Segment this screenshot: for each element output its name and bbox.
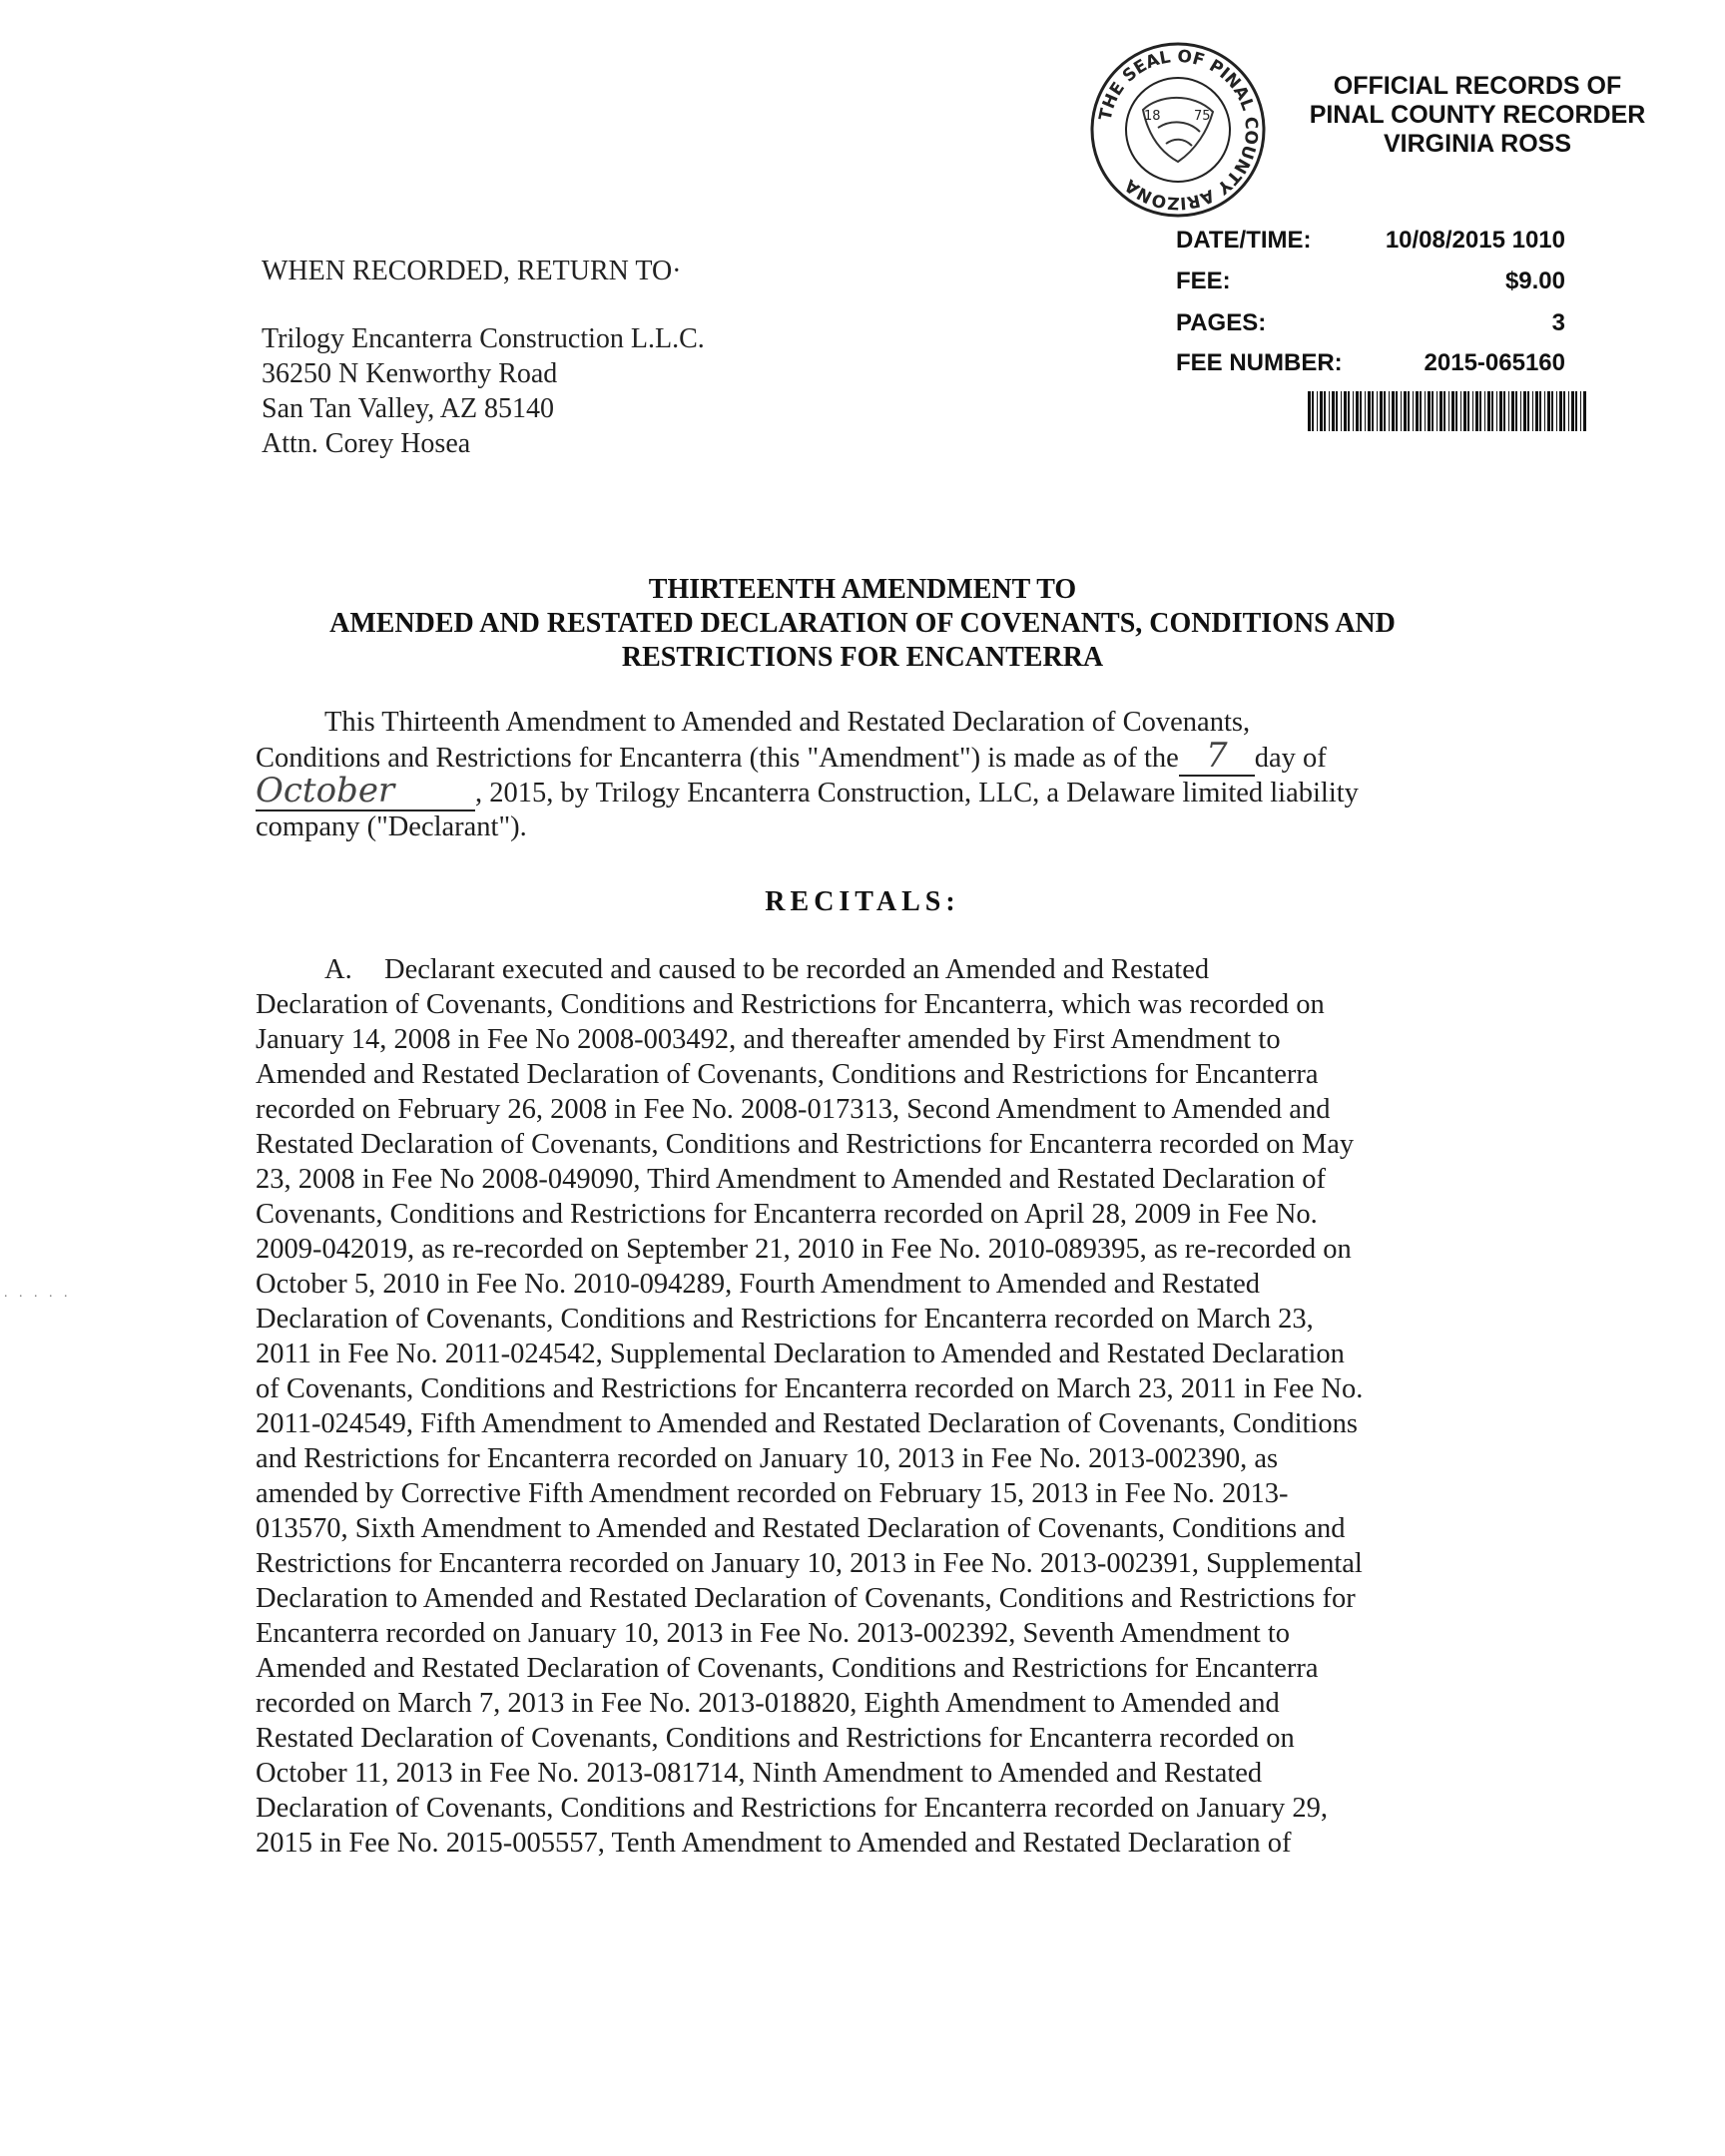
barcode-bar xyxy=(1428,391,1431,431)
barcode-bar xyxy=(1389,391,1390,431)
barcode-bar xyxy=(1499,391,1502,431)
recording-field-label: PAGES: xyxy=(1176,309,1267,336)
intro-line xyxy=(256,771,1359,811)
barcode-bar xyxy=(1413,391,1414,431)
recitals-heading: RECITALS: xyxy=(765,886,960,917)
barcode-bar xyxy=(1439,391,1442,431)
barcode-bar xyxy=(1515,391,1517,431)
barcode-bar xyxy=(1425,391,1426,431)
barcode-bar xyxy=(1396,391,1398,431)
barcode-bar xyxy=(1463,391,1466,431)
seal-year-right: 75 xyxy=(1194,109,1211,124)
barcode-bar xyxy=(1551,391,1553,431)
barcode-bar xyxy=(1475,391,1478,431)
barcode-bar xyxy=(1332,391,1335,431)
barcode-bar xyxy=(1377,391,1378,431)
recital-text: Declarant executed and caused to be recorded an Amended and Restated xyxy=(384,954,1210,985)
barcode-bar xyxy=(1365,391,1366,431)
barcode-bar xyxy=(1368,391,1371,431)
recording-field-value: $9.00 xyxy=(1504,268,1565,294)
barcode-bar xyxy=(1556,391,1557,431)
barcode-bar xyxy=(1487,391,1490,431)
barcode-bar xyxy=(1503,391,1505,431)
barcode-bar xyxy=(1356,391,1359,431)
barcode-bar xyxy=(1353,391,1354,431)
svg-text:THE SEAL OF PINAL COUNTY ARIZO xyxy=(1096,47,1262,214)
recital-line: Declaration of Covenants, Conditions and Restrictions for Encanterra recorded on January 29, xyxy=(256,1793,1328,1824)
recital-line: 013570, Sixth Amendment to Amended and Restated Declaration of Covenants, Conditions and xyxy=(256,1513,1346,1544)
barcode-bar xyxy=(1448,391,1449,431)
recording-field-label: DATE/TIME: xyxy=(1176,227,1312,254)
barcode-bar xyxy=(1571,391,1574,431)
document-title-line: AMENDED AND RESTATED DECLARATION OF COVENANTS, CONDITIONS AND xyxy=(329,608,1396,639)
barcode-bar xyxy=(1568,391,1569,431)
barcode-bar xyxy=(1443,391,1445,431)
intro-line xyxy=(256,736,1327,777)
recording-field-value: 10/08/2015 1010 xyxy=(1385,227,1565,254)
recital-line: Amended and Restated Declaration of Covenants, Conditions and Restrictions for Encanterra xyxy=(256,1653,1319,1684)
recital-line: 23, 2008 in Fee No 2008-049090, Third Amendment to Amended and Restated Declaration of xyxy=(256,1164,1326,1195)
recital-line: recorded on February 26, 2008 in Fee No. 2008-017313, Second Amendment to Amended and xyxy=(256,1094,1331,1125)
recital-line: Amended and Restated Declaration of Covenants, Conditions and Restrictions for Encanterra xyxy=(256,1059,1319,1090)
barcode-bar xyxy=(1559,391,1562,431)
barcode-bar xyxy=(1329,391,1330,431)
recorder-title-line: OFFICIAL RECORDS OF xyxy=(1333,72,1622,100)
recital-line: Declaration of Covenants, Conditions and Restrictions for Encanterra recorded on March 23, xyxy=(256,1304,1314,1335)
recording-field-value: 2015-065160 xyxy=(1424,349,1565,376)
day-blank xyxy=(1179,736,1255,777)
intro-text: Conditions and Restrictions for Encanterra (this "Amendment") is made as of the xyxy=(256,743,1179,774)
barcode-bar xyxy=(1511,391,1514,431)
address-line: Attn. Corey Hosea xyxy=(262,428,471,459)
intro-line: This Thirteenth Amendment to Amended and Restated Declaration of Covenants, xyxy=(324,707,1251,738)
barcode-bar xyxy=(1544,391,1545,431)
address-line: San Tan Valley, AZ 85140 xyxy=(262,393,555,424)
barcode-bar xyxy=(1317,391,1318,431)
address-line: Trilogy Encanterra Construction L.L.C. xyxy=(262,323,705,354)
barcode-bar xyxy=(1451,391,1454,431)
barcode-bar xyxy=(1408,391,1410,431)
recital-line: recorded on March 7, 2013 in Fee No. 2013-018820, Eighth Amendment to Amended and xyxy=(256,1688,1280,1719)
recital-line: Encanterra recorded on January 10, 2013 in Fee No. 2013-002392, Seventh Amendment to xyxy=(256,1618,1291,1649)
barcode-bar xyxy=(1491,391,1493,431)
recital-item-label: A. xyxy=(324,954,352,985)
seal-ring-text: THE SEAL OF PINAL COUNTY ARIZONA xyxy=(1095,46,1262,214)
recording-field-label: FEE NUMBER: xyxy=(1176,349,1343,376)
recording-field-value: 3 xyxy=(1551,309,1565,336)
barcode-bar xyxy=(1523,391,1526,431)
barcode-bar xyxy=(1308,391,1311,431)
barcode-bar xyxy=(1563,391,1565,431)
return-to-heading: WHEN RECORDED, RETURN TO· xyxy=(262,256,682,286)
barcode-bar xyxy=(1547,391,1550,431)
barcode-bar xyxy=(1455,391,1457,431)
barcode-bar xyxy=(1401,391,1402,431)
recorder-title-line: VIRGINIA ROSS xyxy=(1384,130,1571,158)
recital-line: 2015 in Fee No. 2015-005557, Tenth Amendment to Amended and Restated Declaration of xyxy=(256,1828,1292,1859)
recital-line: October 5, 2010 in Fee No. 2010-094289, Fourth Amendment to Amended and Restated xyxy=(256,1269,1261,1300)
barcode-bar xyxy=(1404,391,1407,431)
recital-line: October 11, 2013 in Fee No. 2013-081714, Ninth Amendment to Amended and Restated xyxy=(256,1758,1263,1789)
month-blank xyxy=(256,771,475,811)
recital-line: Declaration to Amended and Restated Declaration of Covenants, Conditions and Restrictions for xyxy=(256,1583,1356,1614)
handwritten-day: 7 xyxy=(1205,736,1228,776)
recital-line: Restrictions for Encanterra recorded on January 10, 2013 in Fee No. 2013-002391, Supplemental xyxy=(256,1548,1363,1579)
barcode-bar xyxy=(1583,391,1586,431)
barcode-bar xyxy=(1437,391,1438,431)
barcode-bar xyxy=(1535,391,1538,431)
intro-line: company ("Declarant"). xyxy=(256,811,527,842)
barcode-bar xyxy=(1479,391,1481,431)
barcode-icon xyxy=(1308,391,1587,431)
barcode-bar xyxy=(1532,391,1533,431)
recorder-title-line: PINAL COUNTY RECORDER xyxy=(1309,101,1646,129)
recital-line xyxy=(324,954,1209,986)
barcode-bar xyxy=(1341,391,1342,431)
barcode-bar xyxy=(1467,391,1469,431)
seal-year-left: 18 xyxy=(1144,109,1161,124)
intro-text: day of xyxy=(1254,743,1327,774)
recital-line: 2009-042019, as re-recorded on September 21, 2010 in Fee No. 2010-089395, as re-recorded on xyxy=(256,1234,1352,1265)
barcode-bar xyxy=(1580,391,1581,431)
document-title-line: RESTRICTIONS FOR ENCANTERRA xyxy=(621,642,1104,673)
recital-line: Restated Declaration of Covenants, Conditions and Restrictions for Encanterra recorded on May xyxy=(256,1129,1355,1160)
return-address xyxy=(262,321,705,461)
address-line: 36250 N Kenworthy Road xyxy=(262,358,558,389)
margin-scan-marks: . . . . . xyxy=(4,1286,72,1301)
barcode-bar xyxy=(1420,391,1422,431)
barcode-bar xyxy=(1496,391,1497,431)
barcode-bar xyxy=(1372,391,1374,431)
barcode-bar xyxy=(1508,391,1509,431)
document-title xyxy=(200,573,1525,675)
recital-line: January 14, 2008 in Fee No 2008-003492, and thereafter amended by First Amendment to xyxy=(256,1024,1281,1055)
barcode-bar xyxy=(1520,391,1521,431)
recital-line: and Restrictions for Encanterra recorded on January 10, 2013 in Fee No. 2013-002390, as xyxy=(256,1443,1279,1474)
recital-line: amended by Corrective Fifth Amendment recorded on February 15, 2013 in Fee No. 2013- xyxy=(256,1478,1289,1509)
barcode-bar xyxy=(1416,391,1419,431)
barcode-bar xyxy=(1336,391,1338,431)
document-title-line: THIRTEENTH AMENDMENT TO xyxy=(648,574,1077,605)
barcode-bar xyxy=(1344,391,1347,431)
county-seal-icon xyxy=(1088,40,1268,220)
barcode-bar xyxy=(1360,391,1362,431)
barcode-bar xyxy=(1432,391,1434,431)
recital-line: Covenants, Conditions and Restrictions for Encanterra recorded on April 28, 2009 in Fee No. xyxy=(256,1199,1318,1230)
barcode-bar xyxy=(1380,391,1383,431)
barcode-bar xyxy=(1320,391,1323,431)
recital-line: 2011-024549, Fifth Amendment to Amended and Restated Declaration of Covenants, Conditions xyxy=(256,1408,1358,1439)
recital-line: 2011 in Fee No. 2011-024542, Supplemental Declaration to Amended and Restated Declaration xyxy=(256,1339,1345,1369)
barcode-bar xyxy=(1384,391,1386,431)
barcode-bar xyxy=(1575,391,1577,431)
barcode-bar xyxy=(1312,391,1314,431)
barcode-bar xyxy=(1527,391,1529,431)
intro-text: , 2015, by Trilogy Encanterra Construction, LLC, a Delaware limited liability xyxy=(475,778,1359,808)
recording-field-label: FEE: xyxy=(1176,268,1231,294)
recital-line: Declaration of Covenants, Conditions and Restrictions for Encanterra, which was recorded on xyxy=(256,989,1325,1020)
barcode-bar xyxy=(1472,391,1473,431)
recital-line: Restated Declaration of Covenants, Conditions and Restrictions for Encanterra recorded on xyxy=(256,1723,1295,1754)
barcode-bar xyxy=(1460,391,1461,431)
barcode-bar xyxy=(1324,391,1326,431)
handwritten-month: October xyxy=(256,771,395,810)
recital-line: of Covenants, Conditions and Restrictions for Encanterra recorded on March 23, 2011 in Fee No. xyxy=(256,1373,1364,1404)
barcode-bar xyxy=(1348,391,1350,431)
barcode-bar xyxy=(1484,391,1485,431)
recorder-title xyxy=(1278,72,1677,159)
barcode-bar xyxy=(1392,391,1395,431)
barcode-bar xyxy=(1539,391,1541,431)
